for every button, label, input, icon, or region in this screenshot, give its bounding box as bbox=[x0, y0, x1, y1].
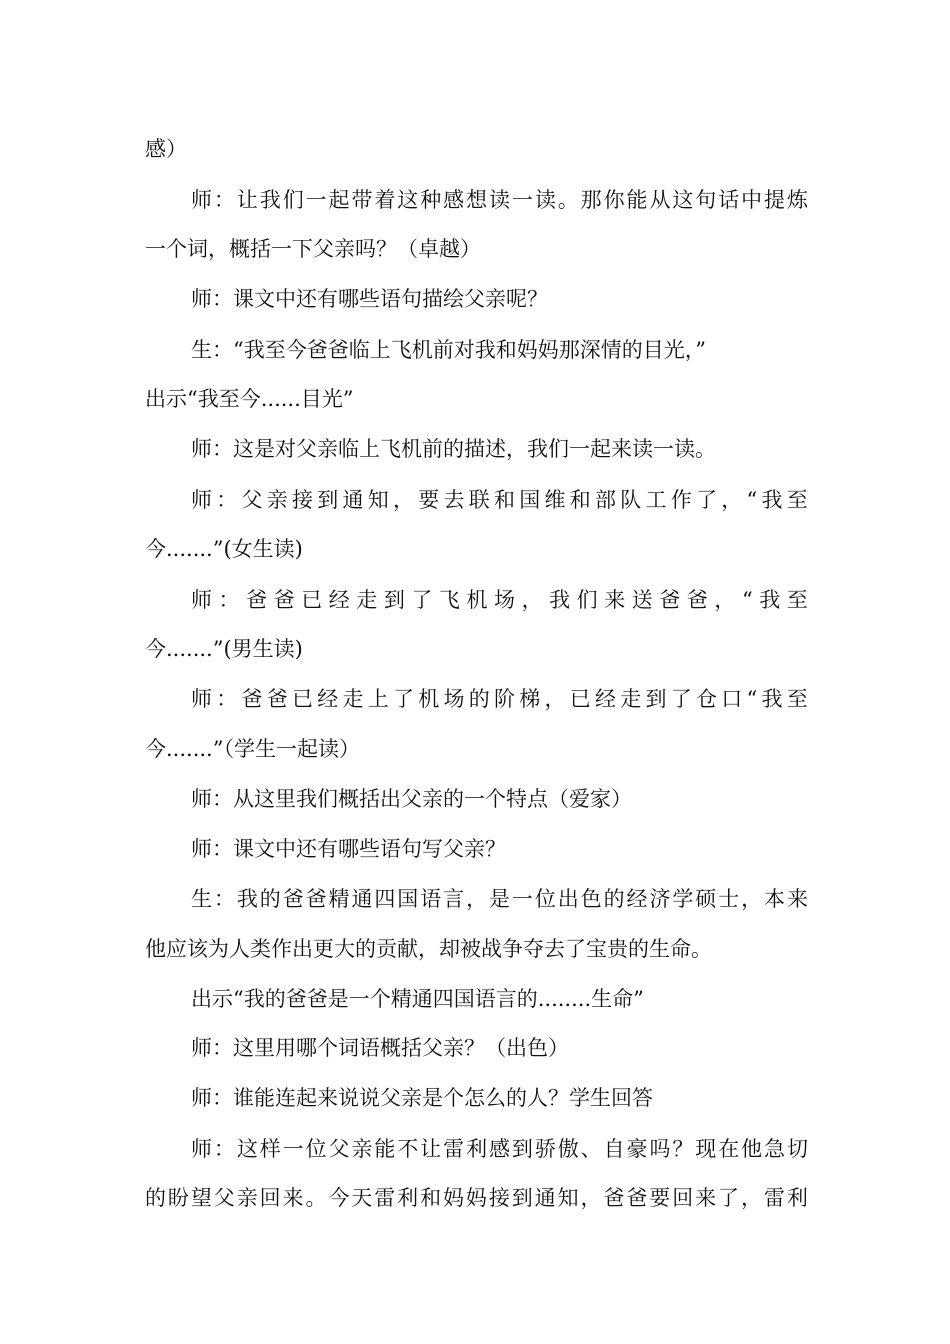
text-line: 出示“我的爸爸是一个精通四国语言的........生命” bbox=[191, 987, 644, 1011]
text-line: 师：这里用哪个词语概括父亲？（出色） bbox=[191, 1036, 569, 1060]
text-line: 师 ： 父 亲 接 到 通 知 ， 要 去 联 和 国 维 和 部 队 工 作 了 ， “ 我 至 bbox=[191, 488, 808, 512]
text-line: 师：课文中还有哪些语句写父亲？ bbox=[191, 837, 506, 861]
text-line: 师 ： 让 我 们 一 起 带 着 这 种 感 想 读 一 读 。 那 你 能 从 这 句 话 中 提 炼 bbox=[191, 188, 808, 212]
text-line: 师 ： 爸 爸 已 经 走 到 了 飞 机 场 ， 我 们 来 送 爸 爸 ， “ 我 至 bbox=[191, 588, 808, 612]
text-line: 感） bbox=[145, 137, 187, 161]
text-line: 师：谁能连起来说说父亲是个怎么的人？学生回答 bbox=[191, 1086, 653, 1110]
text-line: 师：这是对父亲临上飞机前的描述，我们一起来读一读。 bbox=[191, 437, 716, 461]
text-line: 师 ： 爸 爸 已 经 走 上 了 机 场 的 阶 梯 ， 已 经 走 到 了 仓 口 “ 我 至 bbox=[191, 687, 808, 711]
text-line: 师：课文中还有哪些语句描绘父亲呢？ bbox=[191, 287, 548, 311]
text-line: 的 盼 望 父 亲 回 来 。 今 天 雷 利 和 妈 妈 接 到 通 知 ， 爸 爸 要 回 来 了 ， 雷 利 bbox=[145, 1186, 808, 1210]
text-line: 一个词，概括一下父亲吗？（卓越） bbox=[145, 237, 481, 261]
text-line: 生：“我至今爸爸临上飞机前对我和妈妈那深情的目光，” bbox=[191, 338, 706, 362]
text-line: 今.......”(男生读) bbox=[145, 637, 303, 661]
text-line: 今.......”(女生读) bbox=[145, 537, 303, 561]
text-line: 生 ： 我 的 爸 爸 精 通 四 国 语 言 ， 是 一 位 出 色 的 经 济 学 硕 士 ， 本 来 bbox=[191, 887, 808, 911]
text-line: 师：从这里我们概括出父亲的一个特点（爱家） bbox=[191, 787, 632, 811]
text-line: 今.......”（学生一起读） bbox=[145, 737, 360, 761]
text-line: 出示“我至今......目光” bbox=[145, 387, 354, 411]
text-line: 他应该为人类作出更大的贡献，却被战争夺去了宝贵的生命。 bbox=[145, 937, 712, 961]
text-line: 师 ： 这 样 一 位 父 亲 能 不 让 雷 利 感 到 骄 傲 、 自 豪 吗 ？ 现 在 他 急 切 bbox=[191, 1137, 808, 1161]
